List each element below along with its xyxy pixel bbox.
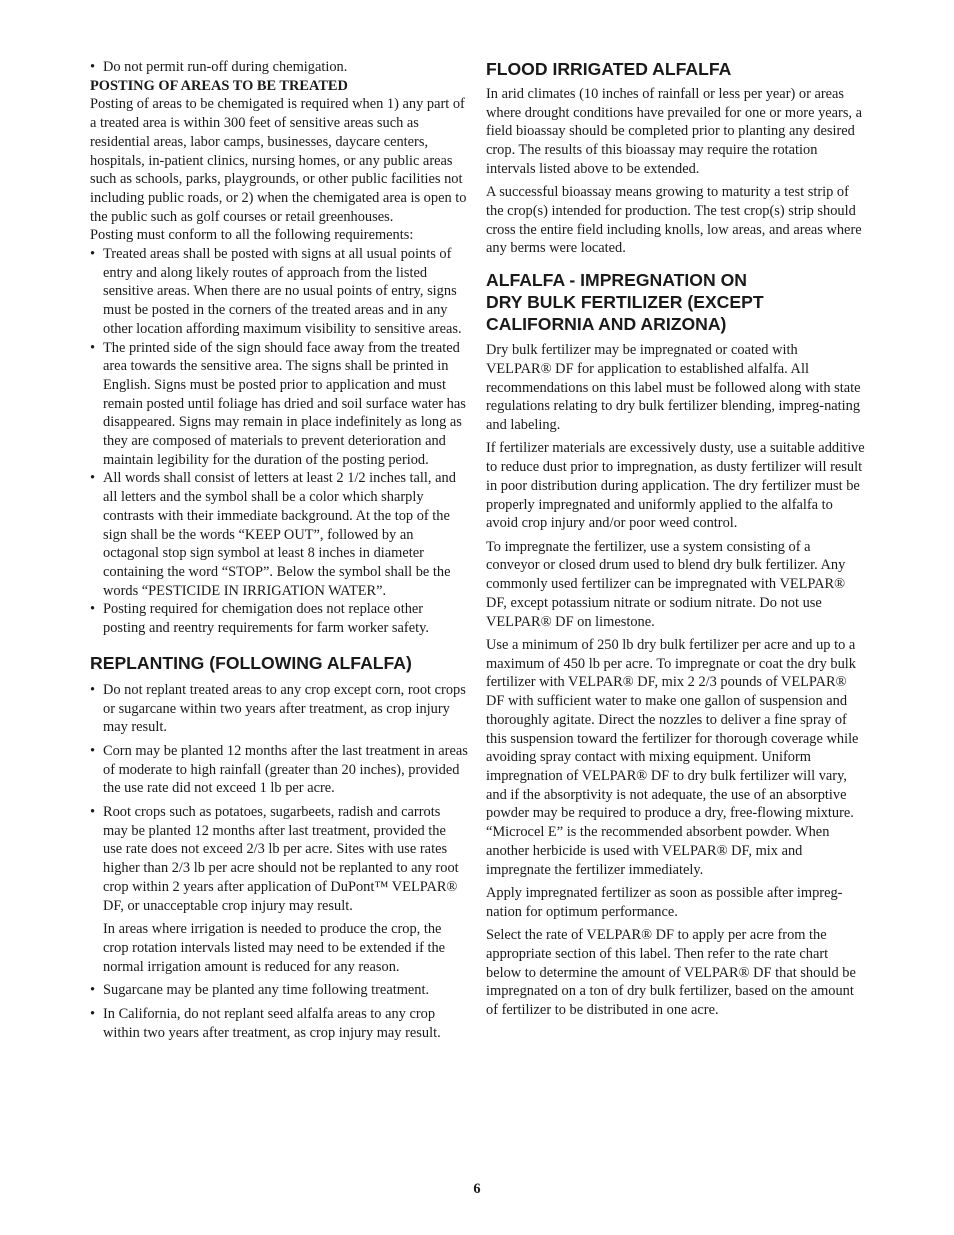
list-item: • The printed side of the sign should face away from the treated area towards the sensitive area. The signs shall be printed in English. Signs must be posted prior to application and must remain posted until foliage has dried and soil surface water has disappeared. Signs may remain in place indefinitely as long as they are composed of materials to prevent deterioration and maintain legibility for the duration of the posting period. [90, 339, 468, 470]
impregnation-paragraph: To impregnate the fertilizer, use a system consisting of a conveyor or closed drum used to blend dry bulk fertilizer. Any commonly used fertilizer can be impregnated with VELPAR® DF, except potassium nitrate or sodium nitrate. Do not use VELPAR® DF on limestone. [486, 538, 846, 630]
left-column [90, 58, 468, 1047]
posting-requirements-intro: Posting must conform to all the following requirements: [90, 227, 414, 244]
flood-paragraph-2: A successful bioassay means growing to maturity a test strip of the crop(s) intended for production. The test crop(s) strip should cross the entire field including knolls, low areas, and areas where any berms were located. [486, 184, 862, 257]
list-item: • Do not replant treated areas to any crop except corn, root crops or sugarcane within two years after treatment, as crop injury may result. [90, 681, 468, 737]
impregnation-heading [486, 269, 866, 335]
list-item: • Posting required for chemigation does not replace other posting and reentry requirements for farm worker safety. [90, 600, 468, 637]
irrigation-note: In areas where irrigation is needed to produce the crop, the crop rotation intervals listed may need to be extended if the normal irrigation amount is reduced for any reason. [103, 921, 446, 975]
impregnation-paragraph: Dry bulk fertilizer may be impregnated or coated with VELPAR® DF for application to established alfalfa. All recommendations on this label must be followed along with state regulations relating to dry bulk fertilizer blending, impreg-nating and labeling. [486, 342, 861, 433]
list-item: • Do not permit run-off during chemigation. [90, 58, 468, 77]
posting-heading: POSTING OF AREAS TO BE TREATED [90, 77, 348, 94]
impregnation-heading-line: CALIFORNIA AND ARIZONA) [486, 314, 727, 335]
list-item: • Root crops such as potatoes, sugarbeets, radish and carrots may be planted 12 months after last treatment, provided the use rate does not exceed 2/3 lb per acre. Sites with use rates higher than 2/3 lb per acre should not be replanted to any root crop within 2 years after application of DuPont™ VELPAR® DF, or unacceptable crop injury may result. [90, 803, 468, 915]
list-item: • Corn may be planted 12 months after the last treatment in areas of moderate to high rainfall (greater than 20 inches), provided the use rate did not exceed 1 lb per acre. [90, 742, 468, 798]
posting-paragraph: Posting of areas to be chemigated is required when 1) any part of a treated area is within 300 feet of sensitive areas such as residential areas, labor camps, businesses, daycare centers, hospitals, in-patient clinics, nursing homes, or any public areas such as schools, parks, playgrounds, or other public facilities not including public roads, or 2) when the chemigated area is open to the public such as golf courses or retail greenhouses. [90, 96, 467, 225]
impregnation-heading-line: DRY BULK FERTILIZER (EXCEPT [486, 292, 764, 313]
replanting-bullet-list-continued [90, 981, 468, 1042]
posting-bullet-list [90, 245, 468, 638]
impregnation-paragraph: Apply impregnated fertilizer as soon as possible after impreg-nation for optimum performance. [486, 885, 843, 920]
replanting-heading: REPLANTING (FOLLOWING ALFALFA) [90, 652, 412, 673]
flood-irrigated-heading: FLOOD IRRIGATED ALFALFA [486, 59, 732, 79]
impregnation-heading-line: ALFALFA - IMPREGNATION ON [486, 270, 747, 291]
impregnation-paragraph: Select the rate of VELPAR® DF to apply per acre from the appropriate section of this label. Then refer to the rate chart below to determine the amount of VELPAR® DF that should be impregnated on a ton of dry bulk fertilizer, based on the amount of fertilizer to be distributed in one acre. [486, 927, 856, 1019]
list-item: • All words shall consist of letters at least 2 1/2 inches tall, and all letters and the symbol shall be a color which sharply contrasts with their immediate background. At the top of the sign shall be the words “KEEP OUT”, followed by an octagonal stop sign symbol at least 8 inches in diameter containing the word “STOP”. Below the symbol shall be the words “PESTICIDE IN IRRIGATION WATER”. [90, 469, 468, 600]
page-number: 6 [473, 1181, 481, 1197]
impregnation-paragraph: Use a minimum of 250 lb dry bulk fertilizer per acre and up to a maximum of 450 lb per acre. To impregnate or coat the dry bulk fertilizer with VELPAR® DF, mix 2 2/3 pounds of VELPAR® DF with sufficient water to make one gallon of suspension and thoroughly agitate. Direct the nozzles to deliver a fine spray of this suspension toward the fertilizer for thorough coverage while avoiding spray contact with mixing equipment. Uniform impregnation of VELPAR® DF to dry bulk fertilizer will vary, and if the absorptivity is not adequate, the use of an absorptive powder may be required to produce a dry, free-flowing mixture. “Microcel E” is the recommended absorbent powder. When another herbicide is used with VELPAR® DF, mix and impregnate the fertilizer immediately. [486, 637, 859, 878]
list-item: • In California, do not replant seed alfalfa areas to any crop within two years after treatment, as crop injury may result. [90, 1005, 468, 1042]
list-item: • Sugarcane may be planted any time following treatment. [90, 981, 468, 1000]
replanting-bullet-list [90, 681, 468, 915]
list-item: • Treated areas shall be posted with signs at all usual points of entry and along likely routes of approach from the listed sensitive areas. When there are no usual points of entry, signs must be posted in the corners of the treated areas and in any other location affording maximum visibility to sensitive areas. [90, 245, 468, 339]
flood-paragraph-1: In arid climates (10 inches of rainfall or less per year) or areas where drought conditions have prevailed for one or more years, a field bioassay should be completed prior to planting any desired crop. The results of this bioassay may require the rotation intervals listed above to be extended. [486, 86, 863, 177]
right-column [486, 58, 866, 1025]
impregnation-paragraph: If fertilizer materials are excessively dusty, use a suitable additive to reduce dust prior to impregnation, as dusty fertilizer will result in poor distribution during application. The dry fertilizer must be properly impregnated and uniformly applied to the alfalfa to avoid crop injury and/or poor weed control. [486, 440, 865, 532]
intro-bullet-list [90, 58, 468, 77]
